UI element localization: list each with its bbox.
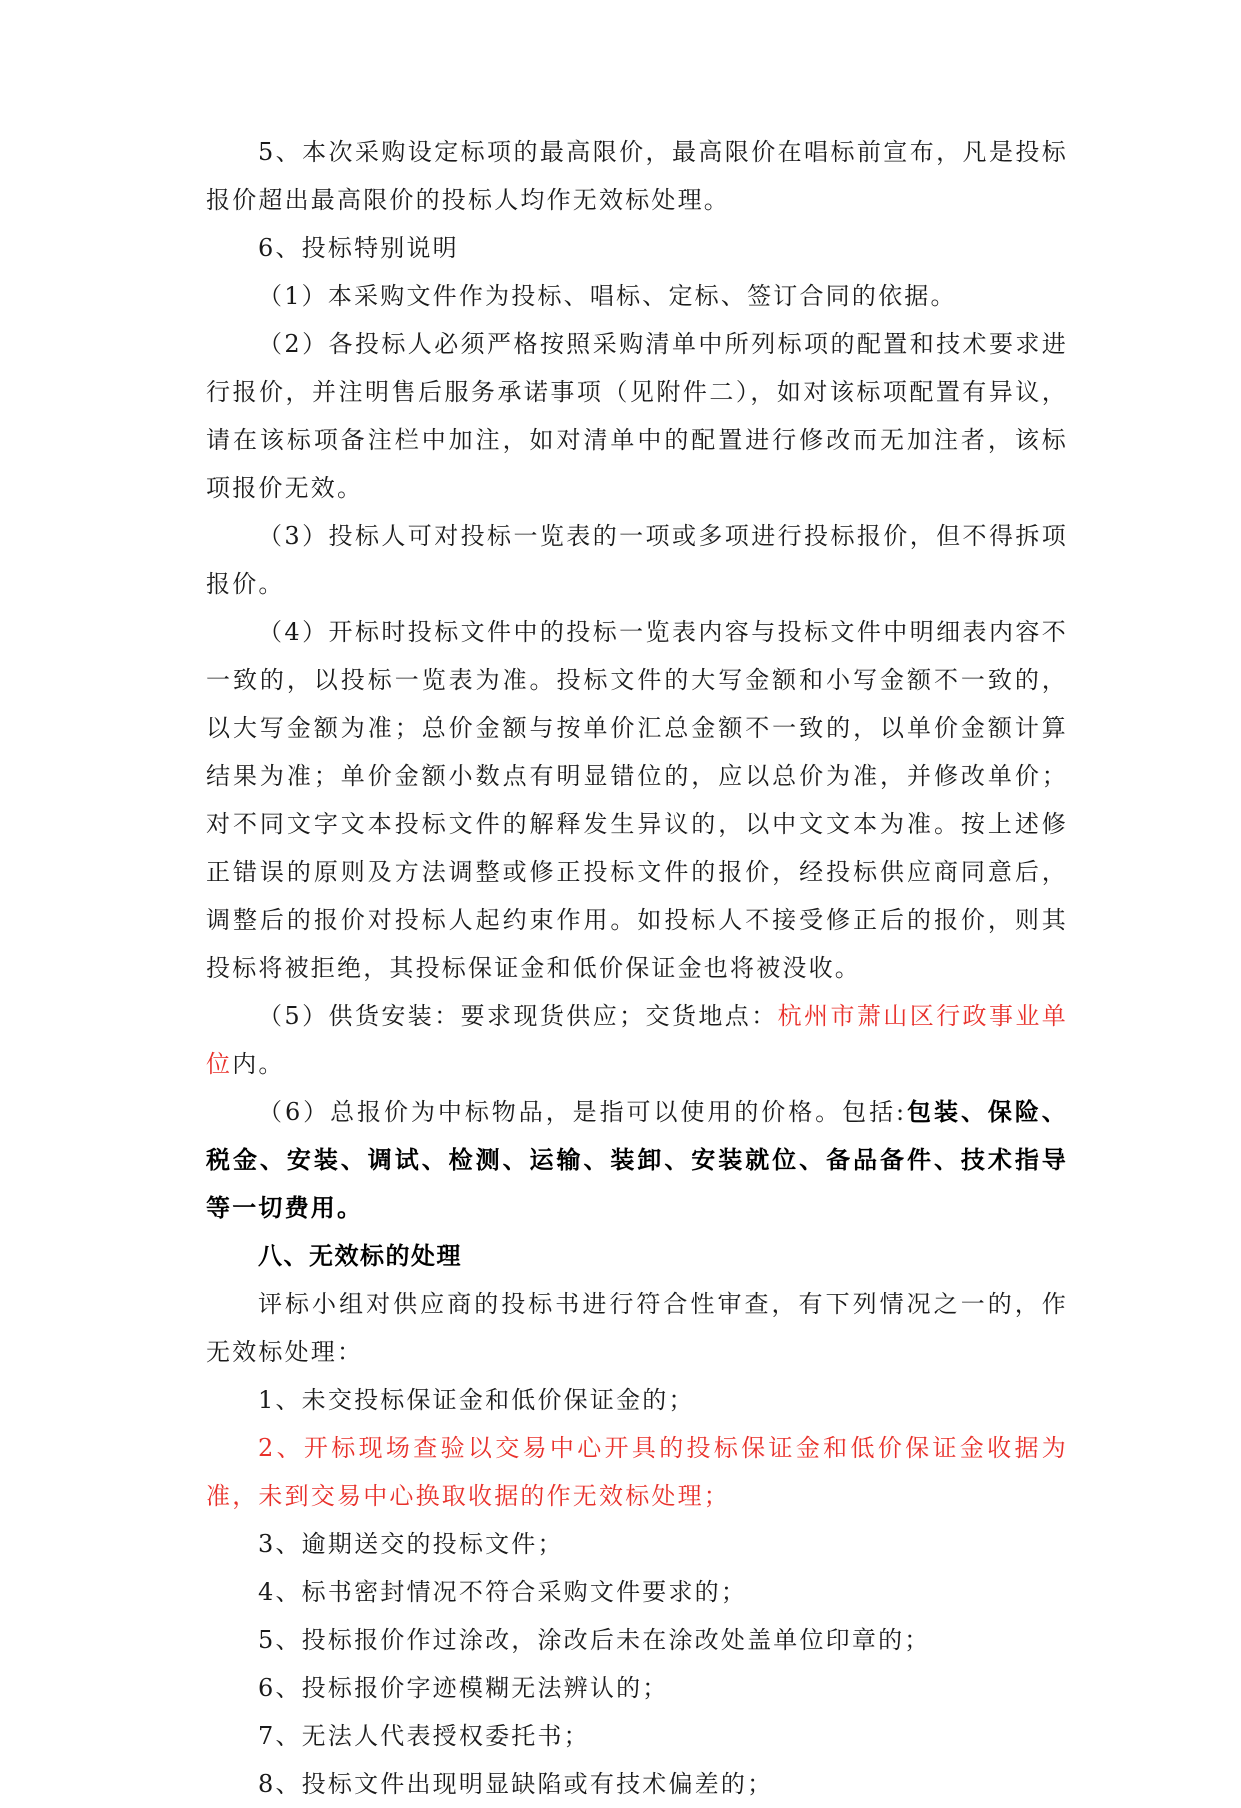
delivery-location-highlight: 杭州市萧山区行政事业单位 [206,1002,1068,1078]
sub-clause-5-text: （5）供货安装：要求现货供应；交货地点： [258,1002,778,1030]
invalid-item-1: 1、未交投标保证金和低价保证金的； [258,1386,695,1414]
sub-clause-5-end: 内。 [232,1050,285,1078]
invalid-item-8: 8、投标文件出现明显缺陷或有技术偏差的； [258,1770,774,1798]
sub-clause-4: （4）开标时投标文件中的投标一览表内容与投标文件中明细表内容不一致的，以投标一览表为准。投标文件的大写金额和小写金额不一致的，以大写金额为准；总价金额与按单价汇总金额不一致的，以单价金额计算结果为准；单价金额小数点有明显错位的，应以总价为准，并修改单价；对不同文字文本投标文件的解释发生异议的，以中文文本为准。按上述修正错误的原则及方法调整或修正投标文件的报价，经投标供应商同意后，调整后的报价对投标人起约束作用。如投标人不接受修正后的报价，则其投标将被拒绝，其投标保证金和低价保证金也将被没收。 [206,618,1068,982]
clause-5-max-price: 5、本次采购设定标项的最高限价，最高限价在唱标前宣布，凡是投标报价超出最高限价的投标人均作无效标处理。 [206,138,1068,214]
included-costs-bold: 包装、保险、税金、安装、调试、检测、运输、装卸、安装就位、备品备件、技术指导等一切费用。 [206,1097,1068,1222]
sub-clause-3: （3）投标人可对投标一览表的一项或多项进行投标报价，但不得拆项报价。 [206,522,1068,598]
clause-6-title: 6、投标特别说明 [258,234,459,262]
sub-clause-6 [206,1088,1068,1232]
document-page [206,128,1068,1808]
sub-clause-1: （1）本采购文件作为投标、唱标、定标、签订合同的依据。 [258,282,957,310]
invalid-item-2-highlight: 2、开标现场查验以交易中心开具的投标保证金和低价保证金收据为准，未到交易中心换取收据的作无效标处理； [206,1434,1068,1510]
sub-clause-2: （2）各投标人必须严格按照采购清单中所列标项的配置和技术要求进行报价，并注明售后服务承诺事项（见附件二），如对该标项配置有异议，请在该标项备注栏中加注，如对清单中的配置进行修改而无加注者，该标项报价无效。 [206,330,1068,502]
invalid-item-3: 3、逾期送交的投标文件； [258,1530,564,1558]
sub-clause-5 [206,992,1068,1088]
sub-clause-6-text: （6）总报价为中标物品，是指可以使用的价格。包括: [258,1098,907,1126]
section-8-heading: 八、无效标的处理 [258,1242,462,1270]
invalid-item-7: 7、无法人代表授权委托书； [258,1722,590,1750]
invalid-item-6: 6、投标报价字迹模糊无法辨认的； [258,1674,669,1702]
section-8-intro: 评标小组对供应商的投标书进行符合性审查，有下列情况之一的，作无效标处理： [206,1290,1068,1366]
invalid-item-5: 5、投标报价作过涂改，涂改后未在涂改处盖单位印章的； [258,1626,931,1654]
invalid-item-4: 4、标书密封情况不符合采购文件要求的； [258,1578,748,1606]
